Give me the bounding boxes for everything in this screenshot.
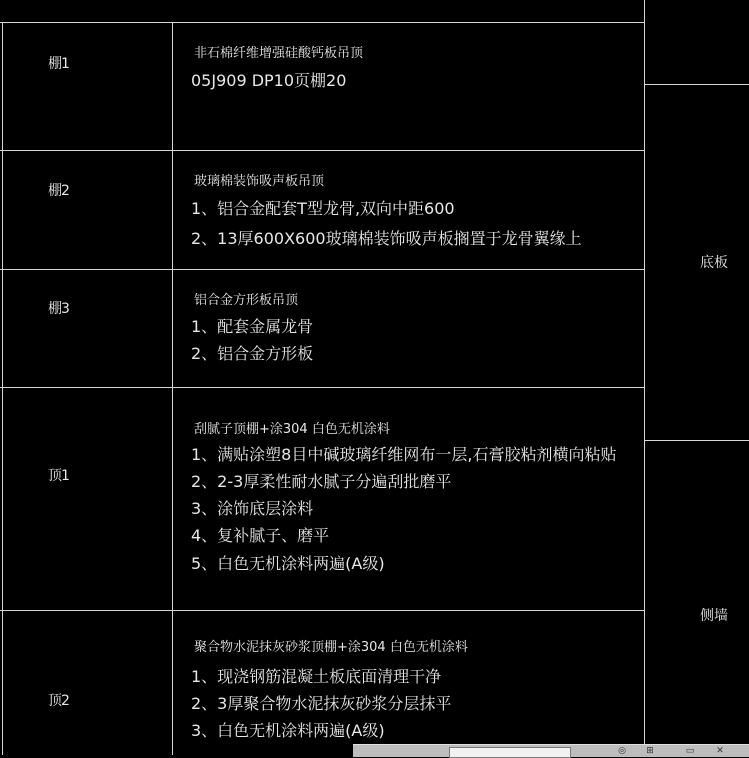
grid-line [0, 387, 644, 388]
grid-line [644, 0, 645, 755]
row-line: 3、涂饰底层涂料 [191, 499, 314, 518]
row-line: 2、2-3厚柔性耐水腻子分遍刮批磨平 [191, 472, 452, 491]
toolbar-button[interactable]: ✕ [716, 746, 724, 756]
row-line: 1、铝合金配套T型龙骨,双向中距600 [191, 199, 455, 218]
row-line: 2、铝合金方形板 [191, 344, 314, 363]
grid-line [0, 610, 644, 611]
grid-line [0, 269, 644, 270]
grid-line [644, 440, 749, 441]
grid-line [644, 84, 749, 85]
row-line: 1、配套金属龙骨 [191, 317, 314, 336]
grid-line [172, 22, 173, 755]
grid-line [0, 150, 644, 151]
row-line: 5、白色无机涂料两遍(A级) [191, 554, 385, 573]
row-title: 聚合物水泥抹灰砂浆顶棚+涂304 白色无机涂料 [194, 640, 468, 655]
row-code: 棚1 [48, 56, 69, 72]
row-title: 非石棉纤维增强硅酸钙板吊顶 [194, 46, 364, 61]
row-line: 2、3厚聚合物水泥抹灰砂浆分层抹平 [191, 694, 452, 713]
row-title: 铝合金方形板吊顶 [194, 293, 299, 308]
row-title: 刮腻子顶棚+涂304 白色无机涂料 [194, 422, 390, 437]
row-line: 3、白色无机涂料两遍(A级) [191, 721, 385, 740]
row-code: 棚3 [48, 301, 69, 317]
side-label-wall: 侧墙 [700, 608, 728, 624]
row-line: 05J909 DP10页棚20 [191, 71, 347, 90]
row-line: 4、复补腻子、磨平 [191, 526, 330, 545]
command-input[interactable] [449, 747, 571, 758]
grid-line [0, 22, 644, 23]
side-label-floor: 底板 [700, 255, 728, 271]
cad-status-toolbar [353, 744, 749, 757]
toolbar-button[interactable]: ◎ [618, 746, 626, 756]
row-line: 1、现浇钢筋混凝土板底面清理干净 [191, 667, 442, 686]
row-code: 顶1 [48, 468, 69, 484]
row-code: 顶2 [48, 693, 69, 709]
row-line: 2、13厚600X600玻璃棉装饰吸声板搁置于龙骨翼缘上 [191, 229, 582, 248]
row-title: 玻璃棉装饰吸声板吊顶 [194, 174, 325, 189]
toolbar-button[interactable]: ▭ [685, 746, 695, 756]
row-line: 1、满贴涂塑8目中碱玻璃纤维网布一层,石膏胶粘剂横向粘贴 [191, 445, 617, 464]
grid-line [2, 22, 3, 755]
toolbar-button[interactable]: ⊞ [646, 746, 654, 756]
row-code: 棚2 [48, 183, 69, 199]
